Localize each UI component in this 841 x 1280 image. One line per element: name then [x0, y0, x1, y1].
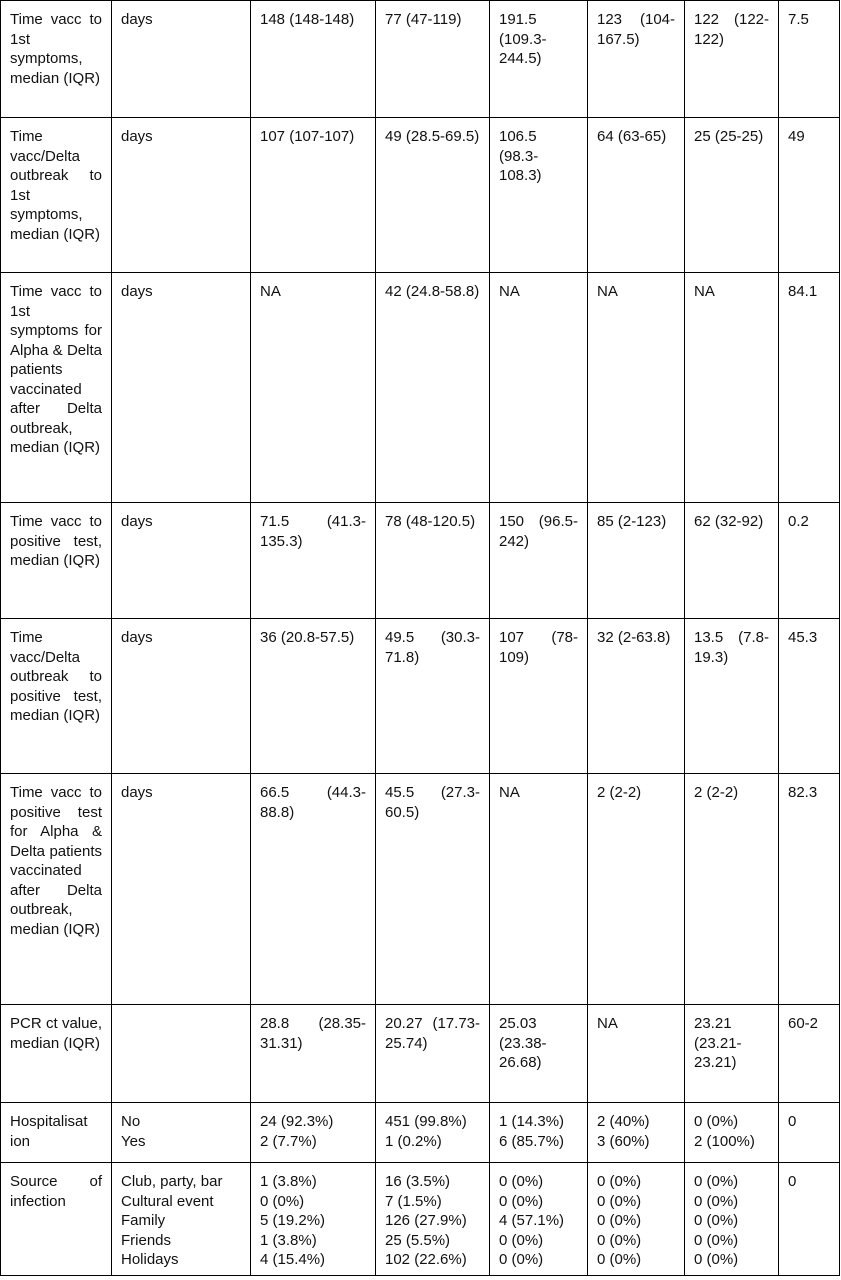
table-row: [1, 273, 840, 503]
category-line: Holidays: [121, 1251, 179, 1268]
label-line: ion: [10, 1132, 31, 1150]
value-line: 2 (7.7%): [260, 1132, 317, 1150]
category-line: Yes: [121, 1132, 146, 1150]
data-cell: 49.5 (30.3-71.8): [376, 619, 490, 774]
value-line: 16 (3.5%): [385, 1173, 451, 1190]
value-line: 0 (0%): [694, 1113, 739, 1130]
category-cell: [112, 1103, 251, 1163]
data-cell: [588, 1163, 685, 1276]
value-line: 0 (0%): [499, 1192, 544, 1210]
data-cell: 191.5 (109.3-244.5): [490, 1, 588, 118]
data-cell: 148 (148-148): [251, 1, 376, 118]
category-line: No: [121, 1113, 141, 1130]
data-cell: NA: [588, 1005, 685, 1103]
p-value-cell: 45.3: [779, 619, 840, 774]
data-cell: 77 (47-119): [376, 1, 490, 118]
p-value-cell: 0.2: [779, 503, 840, 619]
data-cell: 106.5 (98.3-108.3): [490, 118, 588, 273]
data-cell: 2 (2-2): [588, 774, 685, 1005]
category-cell: [112, 1163, 251, 1276]
data-cell: 36 (20.8-57.5): [251, 619, 376, 774]
data-cell: 78 (48-120.5): [376, 503, 490, 619]
data-cell: 2 (2-2): [685, 774, 779, 1005]
unit-cell: [112, 1005, 251, 1103]
value-line: 24 (92.3%): [260, 1113, 334, 1130]
unit-cell: days: [112, 273, 251, 503]
value-line: 1 (3.8%): [260, 1173, 317, 1190]
value-line: 0 (0%): [694, 1231, 739, 1249]
value-line: 0 (0%): [694, 1251, 739, 1268]
table-row: [1, 1005, 840, 1103]
unit-cell: days: [112, 619, 251, 774]
data-cell: 122 (122-122): [685, 1, 779, 118]
value-line: 0 (0%): [694, 1212, 739, 1229]
data-cell: 28.8 (28.35-31.31): [251, 1005, 376, 1103]
category-line: Club, party, bar: [121, 1173, 223, 1190]
data-cell: 25.03 (23.38-26.68): [490, 1005, 588, 1103]
value-line: 0 (0%): [499, 1231, 544, 1249]
data-cell: [685, 1103, 779, 1163]
row-label: Time vacc/Delta outbreak to positive test, median (IQR): [1, 619, 112, 774]
data-cell: NA: [588, 273, 685, 503]
data-cell: 42 (24.8-58.8): [376, 273, 490, 503]
row-label: Time vacc to 1st symptoms for Alpha & Delta patients vaccinated after Delta outbreak, median (IQR): [1, 273, 112, 503]
data-cell: 45.5 (27.3-60.5): [376, 774, 490, 1005]
value-line: 0 (0%): [260, 1192, 305, 1210]
data-cell: 123 (104-167.5): [588, 1, 685, 118]
p-value-cell: 84.1: [779, 273, 840, 503]
data-cell: 23.21 (23.21-23.21): [685, 1005, 779, 1103]
table-row: [1, 503, 840, 619]
table-row: [1, 118, 840, 273]
data-cell: 13.5 (7.8-19.3): [685, 619, 779, 774]
data-cell: NA: [490, 273, 588, 503]
value-line: 126 (27.9%): [385, 1212, 467, 1229]
p-value-cell: 82.3: [779, 774, 840, 1005]
value-line: 2 (100%): [694, 1132, 755, 1150]
value-line: 6 (85.7%): [499, 1132, 565, 1150]
row-label: Time vacc to positive test for Alpha & Delta patients vaccinated after Delta outbreak, median (IQR): [1, 774, 112, 1005]
p-value-cell: 49: [779, 118, 840, 273]
data-cell: [251, 1163, 376, 1276]
unit-cell: days: [112, 1, 251, 118]
value-line: 0 (0%): [694, 1173, 739, 1190]
p-value-cell: 60-2: [779, 1005, 840, 1103]
category-line: Cultural event: [121, 1192, 214, 1210]
data-cell: 20.27 (17.73-25.74): [376, 1005, 490, 1103]
category-line: Family: [121, 1212, 166, 1229]
row-label: Time vacc to 1st symptoms, median (IQR): [1, 1, 112, 118]
value-line: 0 (0%): [694, 1192, 739, 1210]
value-line: 0 (0%): [597, 1231, 642, 1249]
value-line: 1 (14.3%): [499, 1113, 565, 1130]
table-row: [1, 619, 840, 774]
unit-cell: days: [112, 118, 251, 273]
value-line: 1 (0.2%): [385, 1132, 442, 1150]
table-row-source: [1, 1163, 840, 1276]
row-label: Source of infection: [1, 1163, 112, 1276]
row-label: PCR ct value, median (IQR): [1, 1005, 112, 1103]
row-label: [1, 1103, 112, 1163]
row-label: Time vacc to positive test, median (IQR): [1, 503, 112, 619]
value-line: 5 (19.2%): [260, 1212, 326, 1229]
value-line: 4 (57.1%): [499, 1212, 565, 1229]
value-line: 0 (0%): [597, 1251, 642, 1268]
label-line: Hospitalisat: [10, 1113, 88, 1130]
p-value-cell: 7.5: [779, 1, 840, 118]
value-line: 2 (40%): [597, 1113, 650, 1130]
value-line: 0 (0%): [499, 1173, 544, 1190]
data-cell: NA: [251, 273, 376, 503]
p-value-cell: 0: [779, 1163, 840, 1276]
data-cell: 85 (2-123): [588, 503, 685, 619]
table-row: [1, 1, 840, 118]
category-line: Friends: [121, 1231, 172, 1249]
data-cell: [588, 1103, 685, 1163]
data-cell: 107 (107-107): [251, 118, 376, 273]
data-cell: 62 (32-92): [685, 503, 779, 619]
value-line: 0 (0%): [499, 1251, 544, 1268]
data-cell: 32 (2-63.8): [588, 619, 685, 774]
value-line: 3 (60%): [597, 1132, 650, 1150]
table-row: [1, 774, 840, 1005]
data-cell: [376, 1163, 490, 1276]
value-line: 1 (3.8%): [260, 1231, 317, 1249]
data-cell: NA: [490, 774, 588, 1005]
value-line: 102 (22.6%): [385, 1251, 467, 1268]
data-cell: 71.5 (41.3-135.3): [251, 503, 376, 619]
data-cell: NA: [685, 273, 779, 503]
value-line: 4 (15.4%): [260, 1251, 326, 1268]
row-label: Time vacc/Delta outbreak to 1st symptoms, median (IQR): [1, 118, 112, 273]
unit-cell: days: [112, 503, 251, 619]
value-line: 0 (0%): [597, 1192, 642, 1210]
data-cell: 107 (78-109): [490, 619, 588, 774]
data-cell: 25 (25-25): [685, 118, 779, 273]
p-value-cell: 0: [779, 1103, 840, 1163]
data-cell: [376, 1103, 490, 1163]
data-cell: [251, 1103, 376, 1163]
data-cell: [490, 1163, 588, 1276]
data-cell: [490, 1103, 588, 1163]
unit-cell: days: [112, 774, 251, 1005]
value-line: 25 (5.5%): [385, 1231, 451, 1249]
data-cell: 66.5 (44.3-88.8): [251, 774, 376, 1005]
value-line: 451 (99.8%): [385, 1113, 467, 1130]
table-row-hospitalisation: [1, 1103, 840, 1163]
value-line: 7 (1.5%): [385, 1192, 442, 1210]
data-cell: 49 (28.5-69.5): [376, 118, 490, 273]
data-cell: 150 (96.5-242): [490, 503, 588, 619]
data-cell: [685, 1163, 779, 1276]
value-line: 0 (0%): [597, 1173, 642, 1190]
value-line: 0 (0%): [597, 1212, 642, 1229]
data-cell: 64 (63-65): [588, 118, 685, 273]
